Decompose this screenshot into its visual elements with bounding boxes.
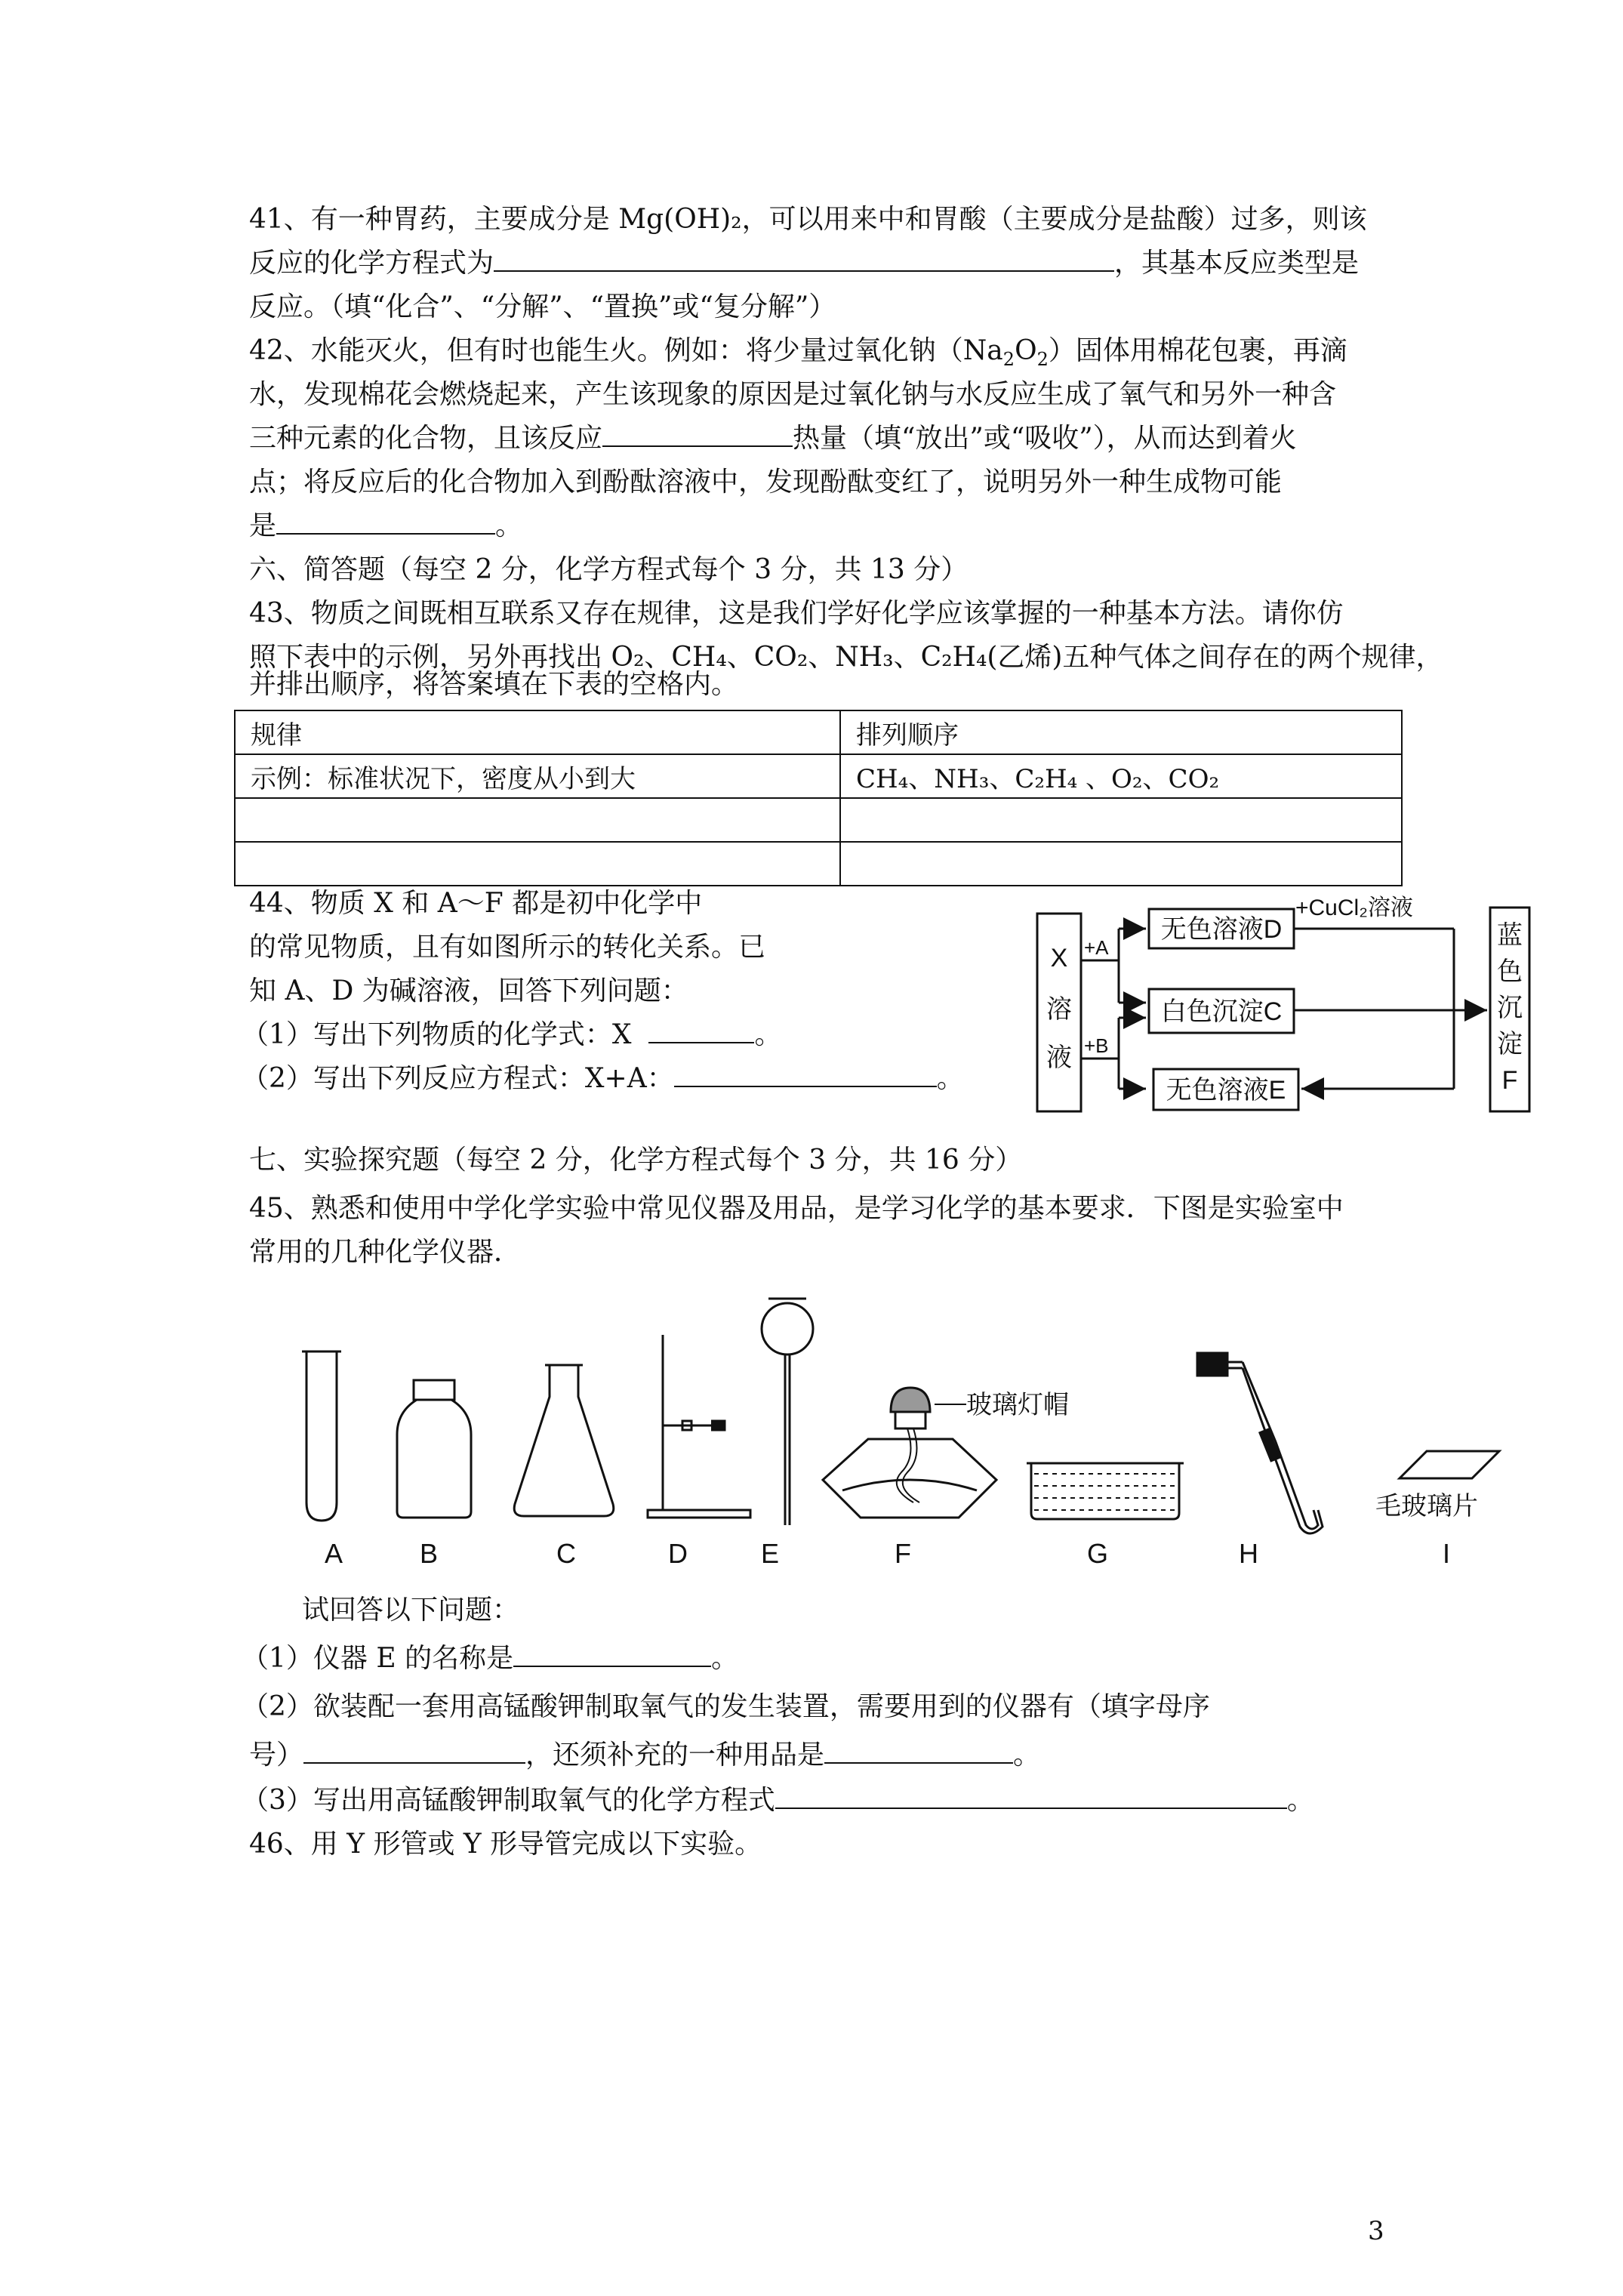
q45-sub2-b: ，还须补充的一种用品是 <box>525 1740 825 1771</box>
q45-line2: 常用的几种化学仪器． <box>249 1237 522 1268</box>
section7-heading: 七、实验探究题（每空 2 分，化学方程式每个 3 分，共 16 分） <box>249 1145 1023 1176</box>
q45-sub1-end: 。 <box>711 1643 739 1674</box>
label-d: D <box>668 1538 688 1569</box>
q45-sub1 <box>242 1637 738 1681</box>
q45-sub2-a: 号） <box>249 1740 304 1771</box>
q44-line2: 的常见物质，且有如图所示的转化关系。已 <box>249 932 766 963</box>
table-answer-row-2 <box>235 842 1402 886</box>
q42-line1-pre: 42、水能灭火，但有时也能生火。例如：将少量过氧化钠（Na <box>249 335 1003 366</box>
q45-instrument-name-blank[interactable] <box>513 1637 711 1667</box>
q44-line5-end: 。 <box>936 1063 964 1094</box>
iron-stand-icon <box>648 1335 750 1518</box>
q41-line2 <box>249 242 1359 285</box>
separatory-funnel-icon <box>762 1299 813 1525</box>
q41-equation-blank[interactable] <box>494 242 1114 272</box>
q42-heat-blank[interactable] <box>602 417 793 447</box>
q41-line2-text: 反应的化学方程式为 <box>249 248 494 279</box>
label-i: I <box>1442 1538 1451 1569</box>
table-answer-rule-2[interactable] <box>235 842 840 886</box>
x-label-2: 溶 <box>1046 995 1072 1024</box>
box-f-3: 沉 <box>1497 994 1523 1022</box>
q45-sub2-c: 。 <box>1013 1740 1041 1771</box>
apparatus-figure <box>249 1284 1532 1570</box>
table-header-rule: 规律 <box>235 710 840 754</box>
q41-line2-text-end: ，其基本反应类型是 <box>1114 248 1360 279</box>
label-f: F <box>895 1538 911 1569</box>
q42-line2: 水，发现棉花会燃烧起来，产生该现象的原因是过氧化钠与水反应生成了氧气和另外一种含 <box>249 379 1337 410</box>
table-header-row <box>235 710 1402 754</box>
plus-cucl2-label: +CuCl₂溶液 <box>1295 895 1413 920</box>
table-example-row <box>235 754 1402 798</box>
box-f-5: F <box>1501 1066 1518 1095</box>
table-answer-rule-1[interactable] <box>235 798 840 842</box>
q44-x-blank[interactable] <box>648 1013 754 1043</box>
q45-line1: 45、熟悉和使用中学化学实验中常见仪器及用品，是学习化学的基本要求．下图是实验室中 <box>249 1193 1344 1224</box>
table-example-rule: 示例：标准状况下，密度从小到大 <box>235 754 840 798</box>
q42-line3-b: 热量（填“放出”或“吸收”），从而达到着火 <box>793 423 1297 454</box>
page-number: 3 <box>1368 2216 1384 2246</box>
box-e-label: 无色溶液E <box>1166 1076 1286 1105</box>
label-c: C <box>556 1538 576 1569</box>
label-g: G <box>1086 1538 1109 1569</box>
q44-line4-end: 。 <box>754 1019 782 1050</box>
plus-a-label: +A <box>1084 936 1109 959</box>
q44-equation-blank[interactable] <box>674 1057 937 1087</box>
q42-line5-a: 是 <box>249 510 277 541</box>
label-e: E <box>760 1538 780 1569</box>
table-answer-row-1 <box>235 798 1402 842</box>
q43-line1: 43、物质之间既相互联系又存在规律，这是我们学好化学应该掌握的一种基本方法。请你仿 <box>249 598 1344 629</box>
q45-sub2-line2 <box>249 1734 1040 1777</box>
x-label-3: 液 <box>1046 1043 1072 1072</box>
box-f-2: 色 <box>1497 957 1523 986</box>
box-c-label: 白色沉淀C <box>1160 997 1283 1026</box>
q44-line3: 知 A、D 为碱溶液，回答下列问题： <box>249 975 688 1006</box>
q45-sub1-text: （1）仪器 E 的名称是 <box>242 1643 514 1674</box>
trough-icon <box>1027 1463 1184 1519</box>
conical-flask-icon <box>514 1365 614 1516</box>
table-example-order: CH₄、NH₃、C₂H₄ 、O₂、CO₂ <box>840 754 1402 798</box>
label-b: B <box>419 1538 439 1569</box>
table-answer-order-2[interactable] <box>840 842 1402 886</box>
q41-line3: 反应。（填“化合”、“分解”、“置换”或“复分解”） <box>249 291 836 322</box>
q43-line3: 并排出顺序，将答案填在下表的空格内。 <box>249 669 739 700</box>
x-label-1: X <box>1050 944 1068 972</box>
q44-line1: 44、物质 X 和 A～F 都是初中化学中 <box>249 888 703 919</box>
q42-line3-a: 三种元素的化合物，且该反应 <box>249 423 603 454</box>
plus-b-label: +B <box>1084 1034 1109 1057</box>
q44-line5 <box>242 1057 964 1101</box>
label-a: A <box>324 1538 343 1569</box>
box-f-4: 淀 <box>1497 1030 1523 1059</box>
box-d-label: 无色溶液D <box>1160 915 1283 944</box>
q42-line1-mid: O <box>1015 335 1037 366</box>
conversion-diagram <box>1034 891 1532 1133</box>
q45-equation-blank[interactable] <box>775 1779 1287 1809</box>
cap-label: 玻璃灯帽 <box>966 1391 1069 1419</box>
q42-line1: 42、水能灭火，但有时也能生火。例如：将少量过氧化钠$(Na_2O_2)$固体用棉花包裹，再滴 <box>249 335 1347 371</box>
rules-table <box>234 710 1403 886</box>
q44-line4 <box>242 1013 781 1057</box>
q45-instruments-blank[interactable] <box>303 1734 525 1764</box>
q44-line4-text: （1）写出下列物质的化学式：X <box>242 1019 632 1050</box>
q42-line5 <box>249 504 522 548</box>
q43-line2: 照下表中的示例，另外再找出 O₂、CH₄、CO₂、NH₃、C₂H₄(乙烯)五种气体之间存在的两个规律， <box>249 642 1443 673</box>
reagent-bottle-icon <box>397 1380 471 1518</box>
q42-line4: 点；将反应后的化合物加入到酚酞溶液中，发现酚酞变红了，说明另外一种生成物可能 <box>249 467 1283 498</box>
test-tube-icon <box>302 1351 341 1521</box>
q42-line1-post: ）固体用棉花包裹，再滴 <box>1048 335 1347 366</box>
q46-line: 46、用 Y 形管或 Y 形导管完成以下实验。 <box>249 1829 762 1860</box>
q42-line3 <box>249 417 1297 461</box>
glass-label: 毛玻璃片 <box>1375 1492 1478 1521</box>
q44-line5-text: （2）写出下列反应方程式：X+A： <box>242 1063 674 1094</box>
q45-sub2-line1: （2）欲装配一套用高锰酸钾制取氧气的发生装置，需要用到的仪器有（填字母序 <box>242 1691 1210 1722</box>
box-f-1: 蓝 <box>1497 921 1523 950</box>
q42-product-blank[interactable] <box>276 504 495 535</box>
q45-sub3 <box>242 1779 1314 1823</box>
frosted-glass-icon <box>1400 1451 1499 1478</box>
stopper-tube-icon <box>1197 1353 1323 1533</box>
table-header-order: 排列顺序 <box>840 710 1402 754</box>
q42-line5-b: 。 <box>495 510 523 541</box>
q41-line1: 41、有一种胃药，主要成分是 Mg(OH)₂，可以用来中和胃酸（主要成分是盐酸）过多，则该 <box>249 204 1367 235</box>
label-h: H <box>1239 1538 1258 1569</box>
q45-sub3-end: 。 <box>1286 1785 1314 1816</box>
section6-heading: 六、简答题（每空 2 分，化学方程式每个 3 分，共 13 分） <box>249 554 969 585</box>
q45-sub3-text: （3）写出用高锰酸钾制取氧气的化学方程式 <box>242 1785 775 1816</box>
table-answer-order-1[interactable] <box>840 798 1402 842</box>
q45-supply-blank[interactable] <box>824 1734 1013 1764</box>
q45-prompt: 试回答以下问题： <box>302 1595 520 1626</box>
